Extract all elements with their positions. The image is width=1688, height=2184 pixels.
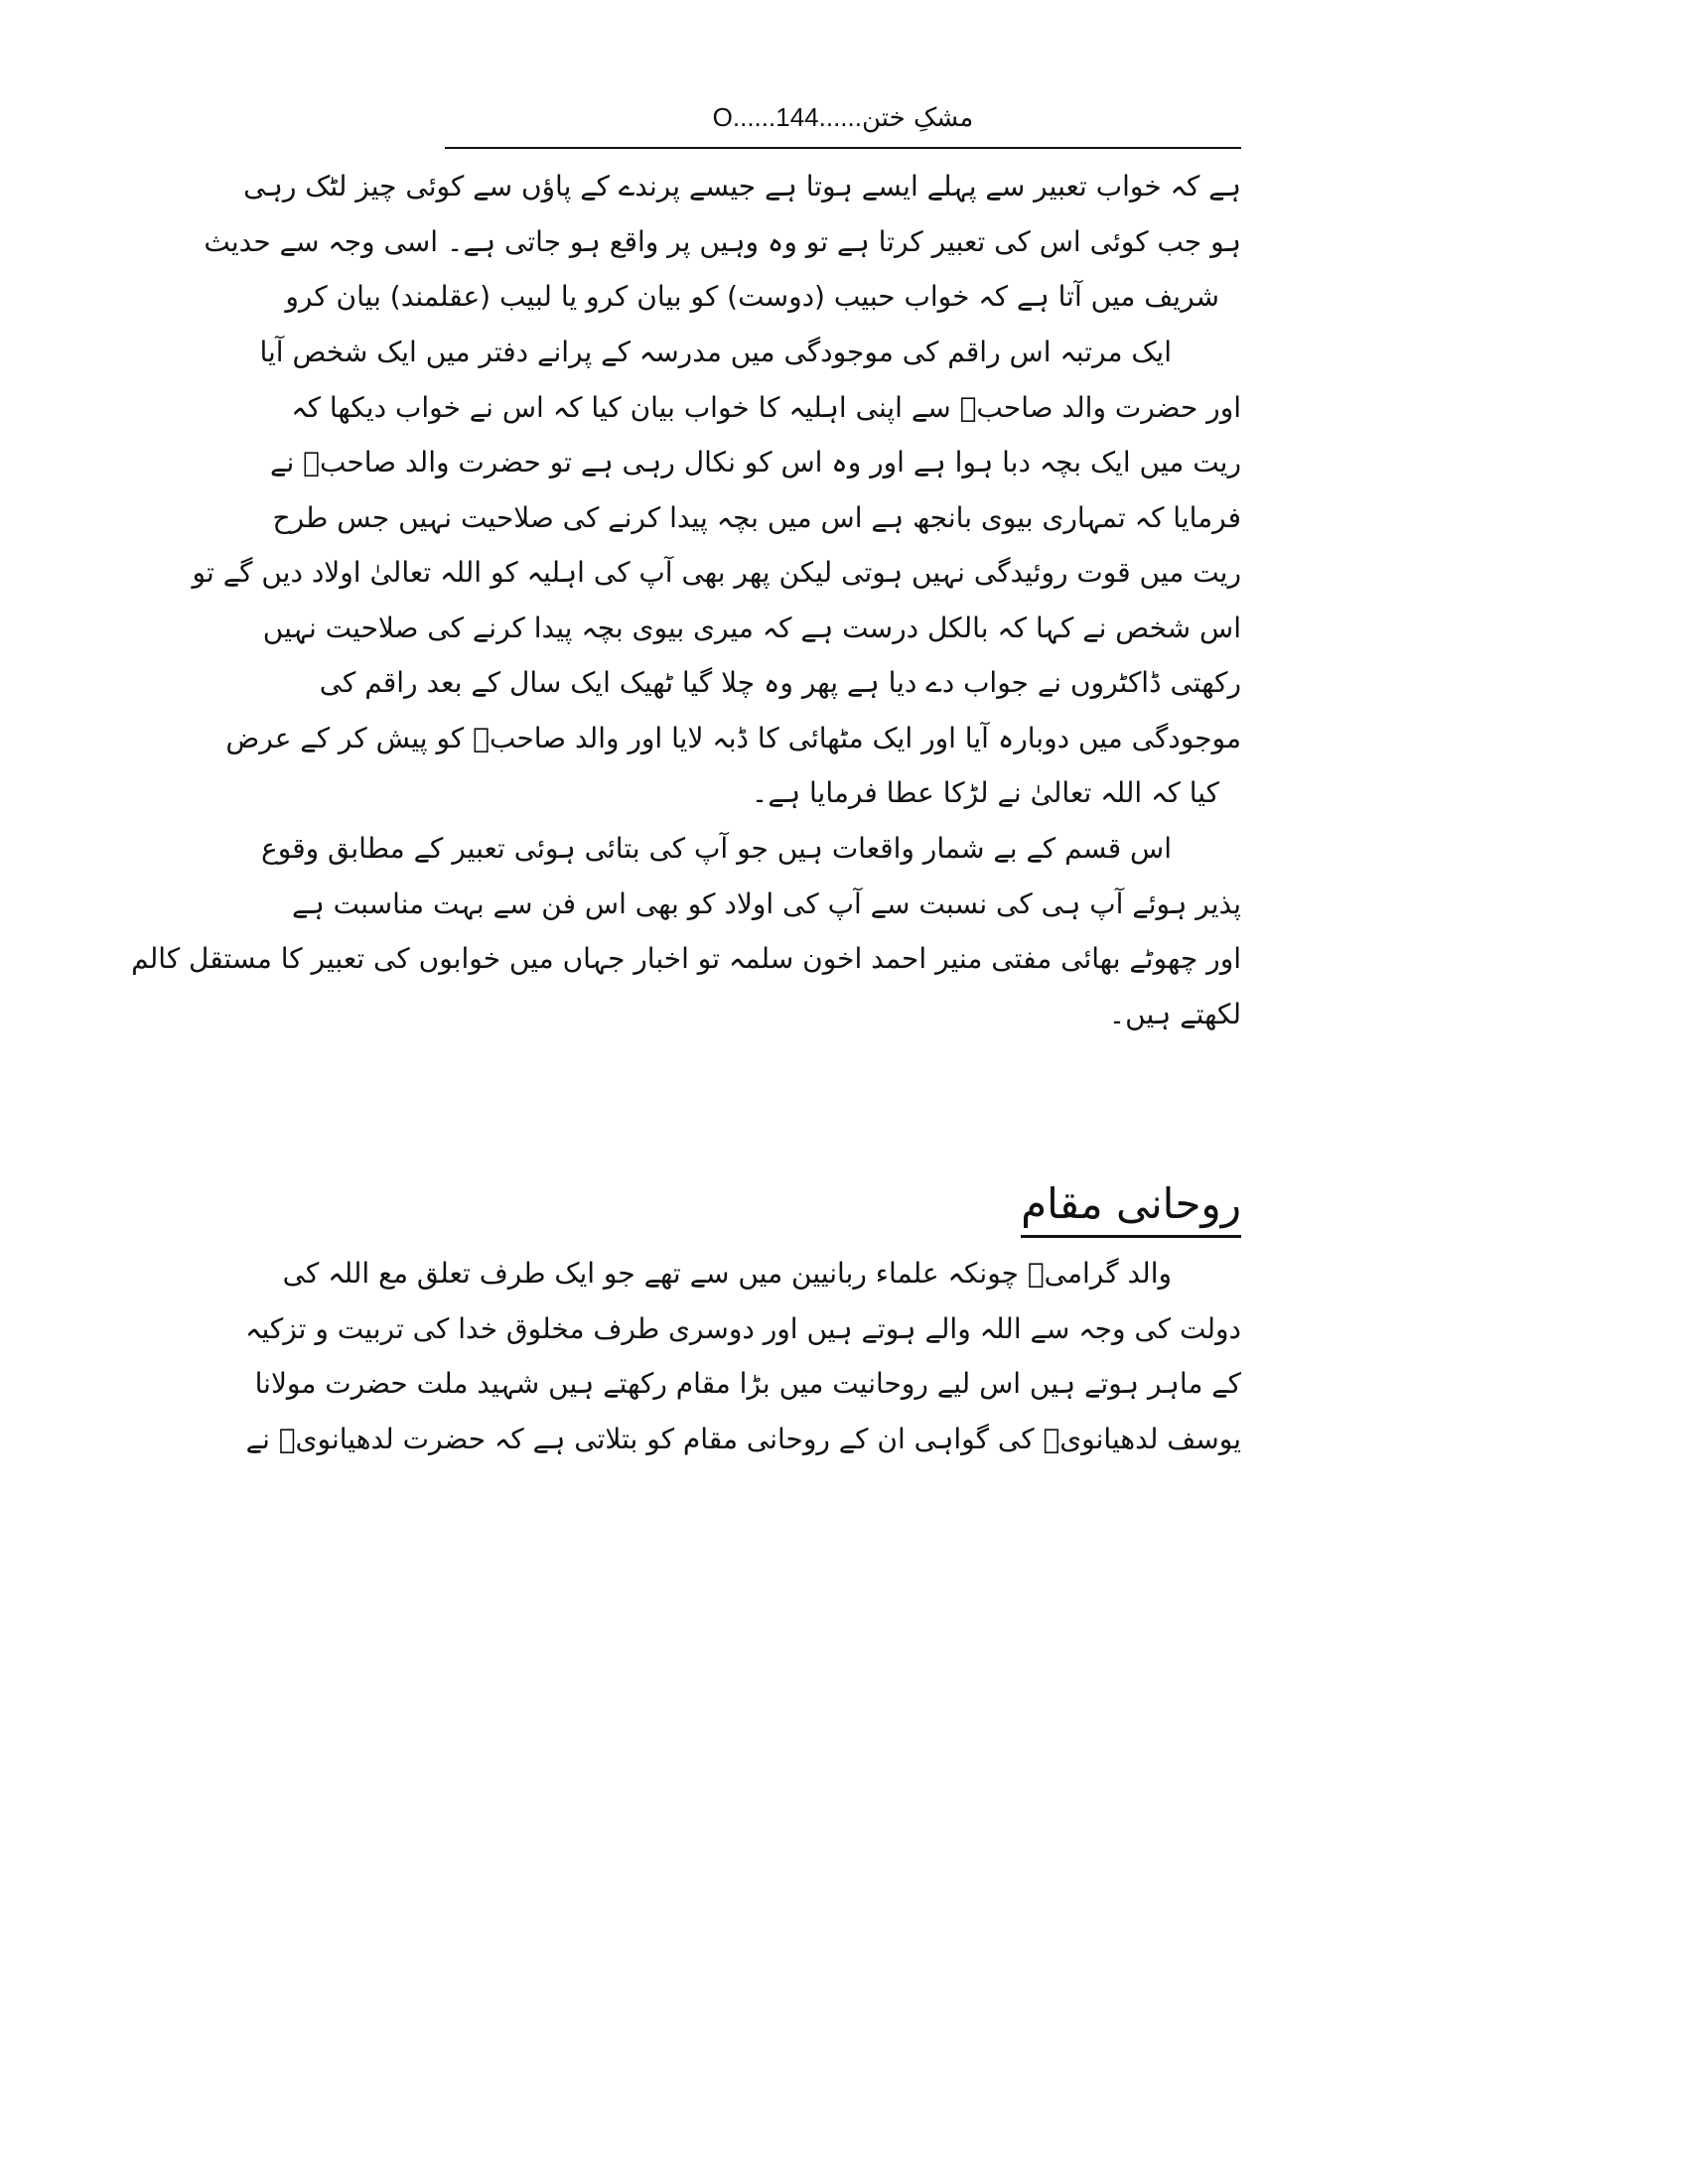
text-line: لکھتے ہیں۔	[1108, 997, 1241, 1030]
header-separator: ......O......	[712, 102, 862, 132]
text-line: دولت کی وجہ سے اللہ والے ہوتے ہیں اور دوسری طرف مخلوق خدا کی تربیت و تزکیہ	[245, 1311, 1241, 1345]
page-number: 144	[775, 102, 819, 132]
running-header	[445, 99, 1241, 136]
header-rule	[445, 147, 1241, 149]
text-line: ریت میں ایک بچہ دبا ہوا ہے اور وہ اس کو نکال رہی ہے تو حضرت والد صاحبؒ نے	[270, 446, 1241, 478]
book-title: مشکِ ختن	[861, 103, 974, 133]
text-line: اور چھوٹے بھائی مفتی منیر احمد اخون سلمہ تو اخبار جہاں میں خوابوں کی تعبیر کا مستقل کالم	[131, 942, 1241, 975]
text-line: اس شخص نے کہا کہ بالکل درست ہے کہ میری بیوی بچہ پیدا کرنے کی صلاحیت نہیں	[262, 611, 1241, 644]
paragraph-2	[192, 325, 1241, 821]
text-line: کیا کہ اللہ تعالیٰ نے لڑکا عطا فرمایا ہے۔	[751, 776, 1219, 809]
text-line: ہو جب کوئی اس کی تعبیر کرتا ہے تو وہ وہیں پر واقع ہو جاتی ہے۔ اسی وجہ سے حدیث	[204, 224, 1241, 258]
paragraph-1	[204, 159, 1241, 325]
paragraph-4	[245, 1246, 1241, 1466]
text-line: فرمایا کہ تمہاری بیوی بانجھ ہے اس میں بچہ پیدا کرنے کی صلاحیت نہیں جس طرح	[272, 500, 1241, 534]
section-heading-text: روحانی مقام	[1021, 1175, 1241, 1238]
text-line: والد گرامیؒ چونکہ علماء ربانیین میں سے تھے جو ایک طرف تعلق مع اللہ کی	[282, 1257, 1172, 1290]
text-line: کے ماہر ہوتے ہیں اس لیے روحانیت میں بڑا مقام رکھتے ہیں شہید ملت حضرت مولانا	[254, 1367, 1241, 1400]
text-line: پذیر ہوئے آپ ہی کی نسبت سے آپ کی اولاد کو بھی اس فن سے بہت مناسبت ہے	[291, 887, 1241, 920]
text-line: اور حضرت والد صاحبؒ سے اپنی اہلیہ کا خواب بیان کیا کہ اس نے خواب دیکھا کہ	[291, 390, 1241, 424]
section-heading	[445, 1175, 1241, 1245]
text-line: موجودگی میں دوبارہ آیا اور ایک مٹھائی کا ڈبہ لایا اور والد صاحبؒ کو پیش کر کے عرض	[225, 721, 1241, 754]
text-line: ایک مرتبہ اس راقم کی موجودگی میں مدرسہ کے پرانے دفتر میں ایک شخص آیا	[259, 336, 1172, 368]
text-line: شریف میں آتا ہے کہ خواب حبیب (دوست) کو بیان کرو یا لبیب (عقلمند) بیان کرو	[285, 280, 1219, 313]
text-line: یوسف لدھیانویؒ کی گواہی ان کے روحانی مقام کو بتلاتی ہے کہ حضرت لدھیانویؒ نے	[245, 1422, 1241, 1455]
paragraph-3	[131, 821, 1241, 1041]
text-line: رکھتی ڈاکٹروں نے جواب دے دیا ہے پھر وہ چلا گیا ٹھیک ایک سال کے بعد راقم کی	[319, 666, 1241, 699]
text-line: ہے کہ خواب تعبیر سے پہلے ایسے ہوتا ہے جیسے پرندے کے پاؤں سے کوئی چیز لٹک رہی	[243, 170, 1241, 203]
text-line: ریت میں قوت روئیدگی نہیں ہوتی لیکن پھر بھی آپ کی اہلیہ کو اللہ تعالیٰ اولاد دیں گے تو	[192, 556, 1241, 589]
text-line: اس قسم کے بے شمار واقعات ہیں جو آپ کی بتائی ہوئی تعبیر کے مطابق وقوع	[261, 832, 1172, 865]
